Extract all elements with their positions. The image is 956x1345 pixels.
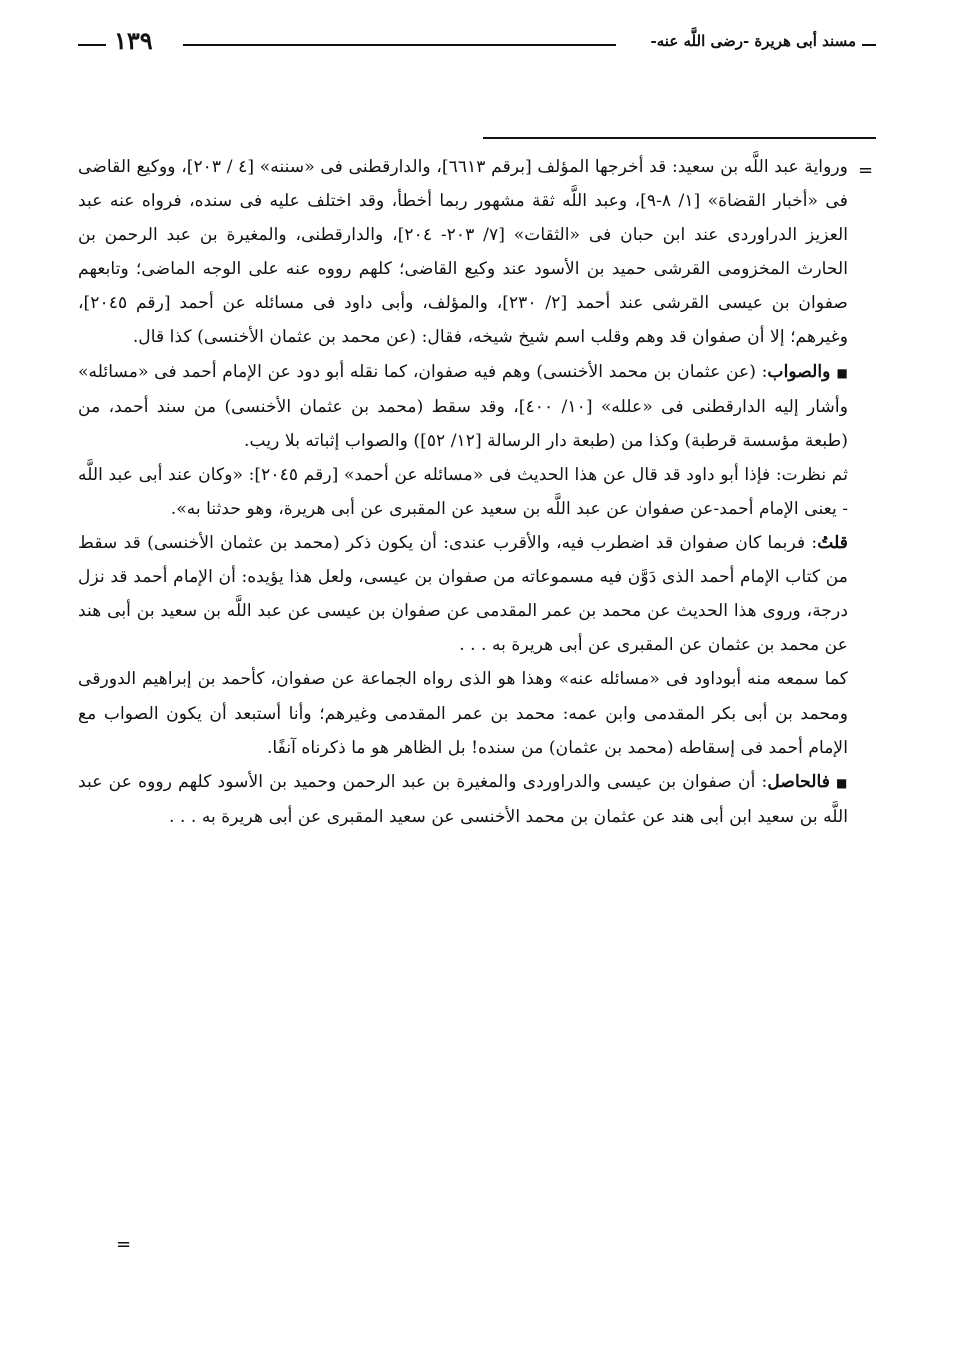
paragraph-2 xyxy=(78,355,848,458)
paragraph-3-text: ثم نظرت: فإذا أبو داود قد قال عن هذا الحديث فى «مسائله عن أحمد» [رقم ٢٠٤٥]: «وكان عند أبى عبد اللَّه - يعنى الإمام أحمد-عن صفوان عن عبد اللَّه بن سعيد عن المقبرى عن أبى هريرة، وهو حدثنا به». xyxy=(78,464,848,519)
paragraph-3 xyxy=(78,458,848,526)
paragraph-6 xyxy=(78,765,848,834)
page-header xyxy=(78,26,876,60)
paragraph-2-text: : (عن عثمان بن محمد الأخنسى) وهم فيه صفوان، كما نقله أبو دود عن الإمام أحمد فى «مسائله» وأشار إليه الدارقطنى فى «علله» [١٠/ ٤٠٠]، وقد سقط (محمد بن عثمان الأخنسى) من سند أحمد، من (طبعة مؤسسة قرطبة) وكذا من (طبعة دار الرسالة [١٢/ ٥٢]) والصواب إثباته بلا ريب. xyxy=(78,361,848,451)
paragraph-1-text: ورواية عبد اللَّه بن سعيد: قد أخرجها المؤلف [برقم ٦٦١٣]، والدارقطنى فى «سننه» [٤ / ٢٠٣]، ووكيع القاضى فى «أخبار القضاة» [١/ ٨-٩]، وعبد اللَّه ثقة مشهور ربما أخطأ، وقد اختلف عليه فى سنده، فرواه عنه عبد العزيز الدراوردى عند ابن حبان فى «الثقات» [٧/ ٢٠٣- ٢٠٤]، والدارقطنى، والمغيرة بن عبد الرحمن بن الحارث المخزومى القرشى حميد بن الأسود عند وكيع القاضى؛ كلهم رووه عنه على الوجه الماضى؛ وتابعهم صفوان بن عيسى القرشى عند أحمد [٢/ ٢٣٠]، والمؤلف، وأبى داود فى مسائله عن أحمد [رقم ٢٠٤٥]، وغيرهم؛ إلا أن صفوان قد وهم وقلب اسم شيخ شيخه، فقال: (عن محمد بن عثمان الأخنسى) كذا قال. xyxy=(78,157,848,348)
square-bullet-icon: ■ xyxy=(836,365,848,380)
continuation-mark-bottom: = xyxy=(116,1234,132,1255)
paragraph-6-text: : أن صفوان بن عيسى والدراوردى والمغيرة بن عبد الرحمن وحميد بن الأسود كلهم رووه عن عبد اللَّه بن سعيد ابن أبى هند عن عثمان بن محمد الأخنسى عن سعيد المقبرى عن أبى هريرة به . . . xyxy=(78,771,848,827)
footnote-separator xyxy=(483,137,876,139)
header-dash-right xyxy=(862,44,876,46)
paragraph-4-text: : فربما كان صفوان قد اضطرب فيه، والأقرب عندى: أن يكون ذكر (محمد بن عثمان الأخنسى) قد سقط من كتاب الإمام أحمد الذى دَوَّن فيه مسموعاته من صفوان بن عيسى، ولعل هذا يؤيده: أن الإمام أحمد قد نزل درجة، وروى هذا الحديث عن محمد بن عمر المقدمى عن صفوان بن عيسى عن عبد اللَّه بن سعيد بن أبى هند عن محمد بن عثمان عن المقبرى عن أبى هريرة به . . . xyxy=(78,533,848,656)
paragraph-5 xyxy=(78,662,848,764)
square-bullet-icon: ■ xyxy=(835,775,848,790)
header-rule xyxy=(183,44,616,46)
page-number: ١٣٩ xyxy=(114,26,153,55)
paragraph-2-lead: والصواب xyxy=(767,361,831,382)
footnote-body xyxy=(78,150,848,834)
paragraph-5-text: كما سمعه منه أبوداود فى «مسائله عنه» وهذا هو الذى رواه الجماعة عن صفوان، كأحمد بن إبراهيم الدورقى ومحمد بن أبى بكر المقدمى وابن عمه: محمد بن عمر المقدمى وغيرهم؛ وأنا أستبعد أن يكون الصواب مع الإمام أحمد فى إسقاطه (محمد بن عثمان) من سنده! بل الظاهر هو ما ذكرناه آنفًا. xyxy=(78,669,848,758)
header-title: مسند أبى هريرة -رضى اللَّه عنه- xyxy=(650,32,856,50)
continuation-mark-top: = xyxy=(858,160,874,181)
paragraph-4 xyxy=(78,526,848,662)
header-dash-left xyxy=(78,44,106,46)
paragraph-1 xyxy=(78,150,848,355)
paragraph-4-lead: قلتُ xyxy=(817,533,848,554)
paragraph-6-lead: فالحاصل xyxy=(767,771,830,792)
